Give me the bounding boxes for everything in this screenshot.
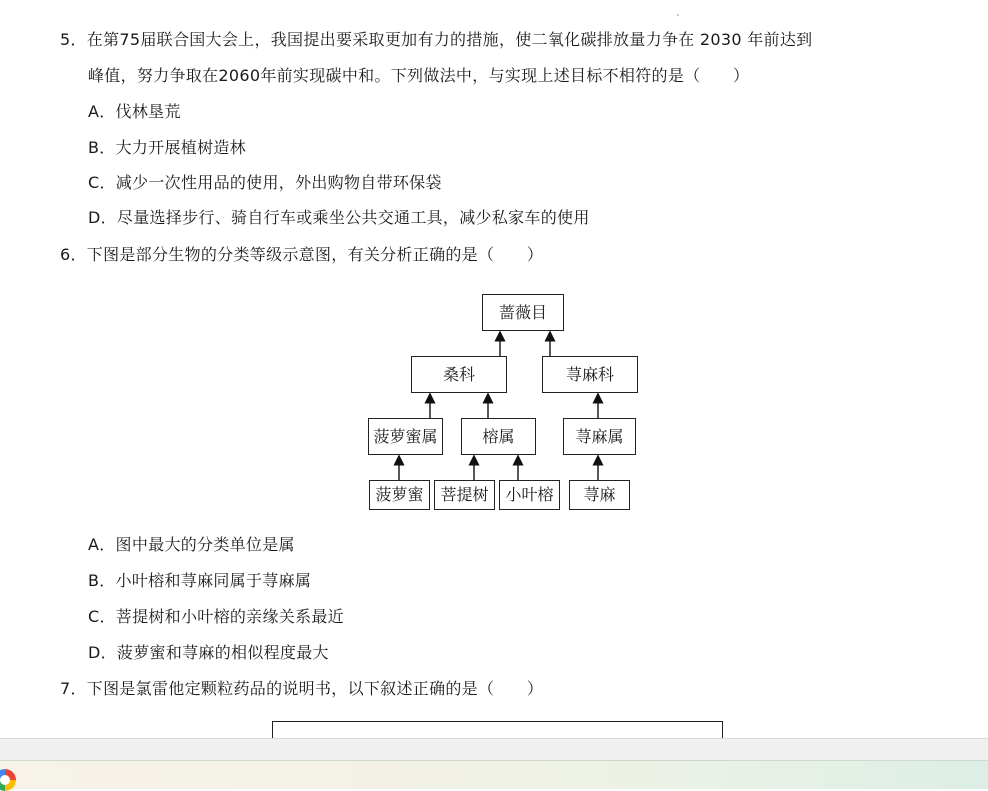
q7-stem: 7．下图是氯雷他定颗粒药品的说明书，以下叙述正确的是（ ） xyxy=(60,679,544,698)
q5-stem-line1: 5．在第75届联合国大会上，我国提出要采取更加有力的措施，使二氧化碳排放量力争在 2030 年前达到 xyxy=(60,30,813,49)
node-family-qianmake: 荨麻科 xyxy=(542,356,638,393)
q7-leaflet-box xyxy=(272,721,723,738)
q6-option-b: B．小叶榕和荨麻同属于荨麻属 xyxy=(88,571,312,590)
bottom-panel-strip xyxy=(0,738,988,761)
q5-stem-line2: 峰值，努力争取在2060年前实现碳中和。下列做法中，与实现上述目标不相符的是（ ） xyxy=(88,66,750,85)
q5-option-a: A．伐林垦荒 xyxy=(88,102,181,121)
taskbar xyxy=(0,760,988,789)
q6-option-a: A．图中最大的分类单位是属 xyxy=(88,535,295,554)
q6-option-c: C．菩提树和小叶榕的亲缘关系最近 xyxy=(88,607,344,626)
q6-option-d: D．菠萝蜜和荨麻的相似程度最大 xyxy=(88,643,329,662)
node-species-putishu: 菩提树 xyxy=(434,480,495,510)
node-genus-qianma: 荨麻属 xyxy=(563,418,636,455)
q5-option-d: D．尽量选择步行、骑自行车或乘坐公共交通工具，减少私家车的使用 xyxy=(88,208,590,227)
node-species-boluomi: 菠萝蜜 xyxy=(369,480,430,510)
q6-stem: 6．下图是部分生物的分类等级示意图，有关分析正确的是（ ） xyxy=(60,245,544,264)
q5-option-b: B．大力开展植树造林 xyxy=(88,138,246,157)
node-genus-boluomi: 菠萝蜜属 xyxy=(368,418,443,455)
node-species-qianma: 荨麻 xyxy=(569,480,630,510)
node-family-sangke: 桑科 xyxy=(411,356,507,393)
node-species-xiaoyerong: 小叶榕 xyxy=(499,480,560,510)
q5-option-c: C．减少一次性用品的使用，外出购物自带环保袋 xyxy=(88,173,442,192)
node-order: 蔷薇目 xyxy=(482,294,564,331)
node-genus-rong: 榕属 xyxy=(461,418,536,455)
